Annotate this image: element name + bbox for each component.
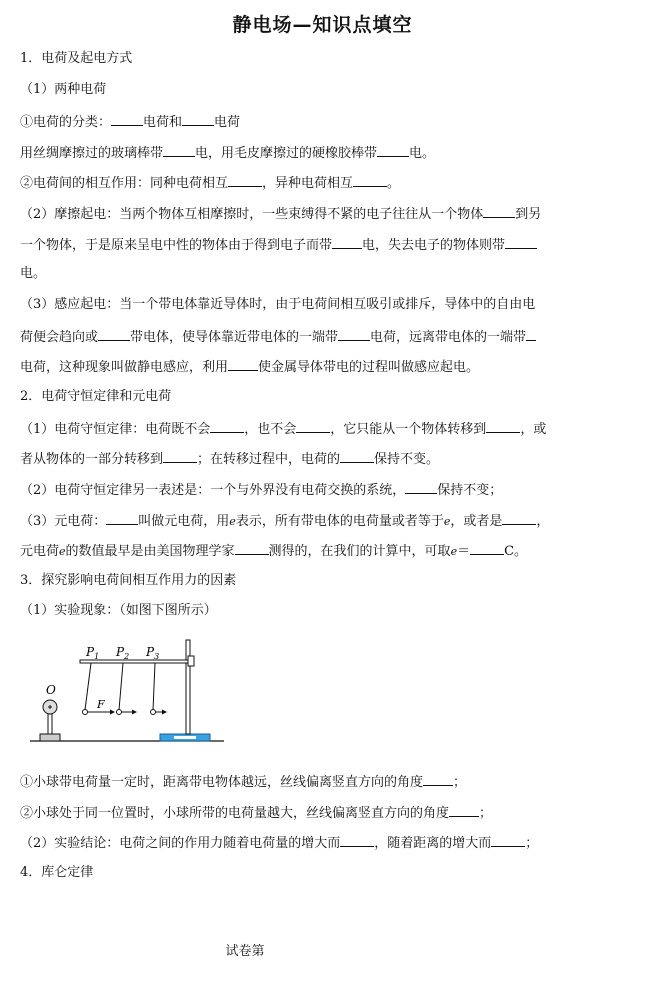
line-friction-2: 一个物体，于是原来呈电中性的物体由于得到电子而带 电，失去电子的物体则带 — [20, 236, 537, 254]
line-rubbing: 用丝绸摩擦过的玻璃棒带 电，用毛皮摩擦过的硬橡胶棒带 电。 — [20, 146, 436, 161]
line-interaction: ②电荷间的相互作用：同种电荷相互 ，异种电荷相互 。 — [20, 176, 401, 191]
line-conservation-1: （1）电荷守恒定律：电荷既不会 ，也不会 ，它只能从一个物体转移到 ，或 — [20, 422, 547, 437]
section-3-heading: 3．探究影响电荷间相互作用力的因素 — [20, 573, 237, 588]
blank[interactable] — [470, 542, 504, 555]
blank[interactable] — [111, 113, 143, 126]
blank[interactable] — [338, 328, 370, 341]
page-footer: 试卷第 — [225, 944, 265, 959]
label-p3: $P_3$ — [146, 645, 160, 661]
stand-base-slot — [174, 736, 196, 739]
thread-p3 — [153, 663, 155, 710]
subsection-1-1: （1）两种电荷 — [20, 82, 107, 97]
blank[interactable] — [526, 328, 536, 341]
blank[interactable] — [340, 450, 374, 463]
arrow-head-f — [110, 710, 115, 715]
line-elementary-charge-1: （3）元电荷： 叫做元电荷，用e表示，所有带电体的电荷量或者等于e，或者是 ， — [20, 514, 550, 529]
label-f: F — [97, 698, 105, 711]
blank[interactable] — [106, 512, 138, 525]
blank[interactable] — [353, 174, 387, 187]
label-p1: $P_1$ — [86, 645, 100, 661]
thread-p1 — [85, 663, 91, 710]
line-induction-3: 电荷，这种现象叫做静电感应，利用 使金属导体带电的过程叫做感应起电。 — [20, 360, 480, 375]
blank[interactable] — [296, 420, 330, 433]
line-experiment: （1）实验现象：（如图下图所示） — [20, 603, 217, 618]
line-friction-1: （2）摩擦起电：当两个物体互相摩擦时，一些束缚得不紧的电子往往从一个物体 到另 — [20, 207, 542, 222]
blank[interactable] — [98, 328, 130, 341]
line-friction-3: 电。 — [20, 266, 47, 281]
blank[interactable] — [182, 113, 214, 126]
blank[interactable] — [449, 804, 479, 817]
clamp — [188, 656, 194, 666]
line-observation-1: ①小球带电荷量一定时，距离带电物体越远，丝线偏离竖直方向的角度 ； — [20, 775, 467, 790]
label-p2: $P_2$ — [116, 645, 130, 661]
sphere-base — [40, 734, 60, 741]
ball-p1 — [83, 710, 88, 715]
label-o: O — [46, 683, 56, 697]
blank[interactable] — [163, 450, 197, 463]
blank[interactable] — [505, 236, 537, 249]
blank[interactable] — [491, 834, 525, 847]
blank[interactable] — [423, 773, 453, 786]
blank[interactable] — [228, 174, 262, 187]
blank[interactable] — [377, 144, 409, 157]
blank[interactable] — [340, 834, 374, 847]
line-induction-1: （3）感应起电：当一个带电体靠近导体时，由于电荷间相互吸引或排斥，导体中的自由电 — [20, 297, 536, 312]
blank[interactable] — [483, 205, 515, 218]
experiment-figure — [28, 632, 228, 748]
blank[interactable] — [486, 420, 520, 433]
blank[interactable] — [502, 512, 536, 525]
line-conclusion: （2）实验结论：电荷之间的作用力随着电荷量的增大而 ，随着距离的增大而 ； — [20, 836, 539, 851]
section-4-heading: 4．库仑定律 — [20, 865, 94, 880]
line-conservation-3: （2）电荷守恒定律另一表述是：一个与外界没有电荷交换的系统， 保持不变； — [20, 483, 503, 498]
ball-p3 — [151, 710, 156, 715]
blank[interactable] — [332, 236, 362, 249]
line-conservation-2: 者从物体的一部分转移到 ；在转移过程中，电荷的 保持不变。 — [20, 452, 440, 467]
blank[interactable] — [405, 481, 437, 494]
page-title: 静电场—知识点填空 — [232, 14, 413, 36]
line-observation-2: ②小球处于同一位置时，小球所带的电荷量越大，丝线偏离竖直方向的角度 ； — [20, 806, 493, 821]
blank[interactable] — [163, 144, 195, 157]
blank[interactable] — [210, 420, 244, 433]
blank[interactable] — [235, 542, 269, 555]
arrow-head-p2 — [132, 710, 137, 715]
line-induction-2: 荷便会趋向或 带电体，使导体靠近带电体的一端带 电荷，远离带电体的一端带 — [20, 328, 536, 346]
line-elementary-charge-2: 元电荷e的数值最早是由美国物理学家 测得的，在我们的计算中，可取e＝ C。 — [20, 544, 528, 559]
ball-p2 — [117, 710, 122, 715]
arrow-head-p3 — [162, 710, 167, 715]
blank[interactable] — [228, 358, 258, 371]
sphere-stand — [48, 714, 52, 734]
line-charge-types: ①电荷的分类： 电荷和 电荷 — [20, 115, 241, 130]
thread-p2 — [119, 663, 123, 710]
section-1-heading: 1．电荷及起电方式 — [20, 51, 133, 66]
section-2-heading: 2．电荷守恒定律和元电荷 — [20, 389, 172, 404]
stand-pole — [186, 640, 190, 734]
